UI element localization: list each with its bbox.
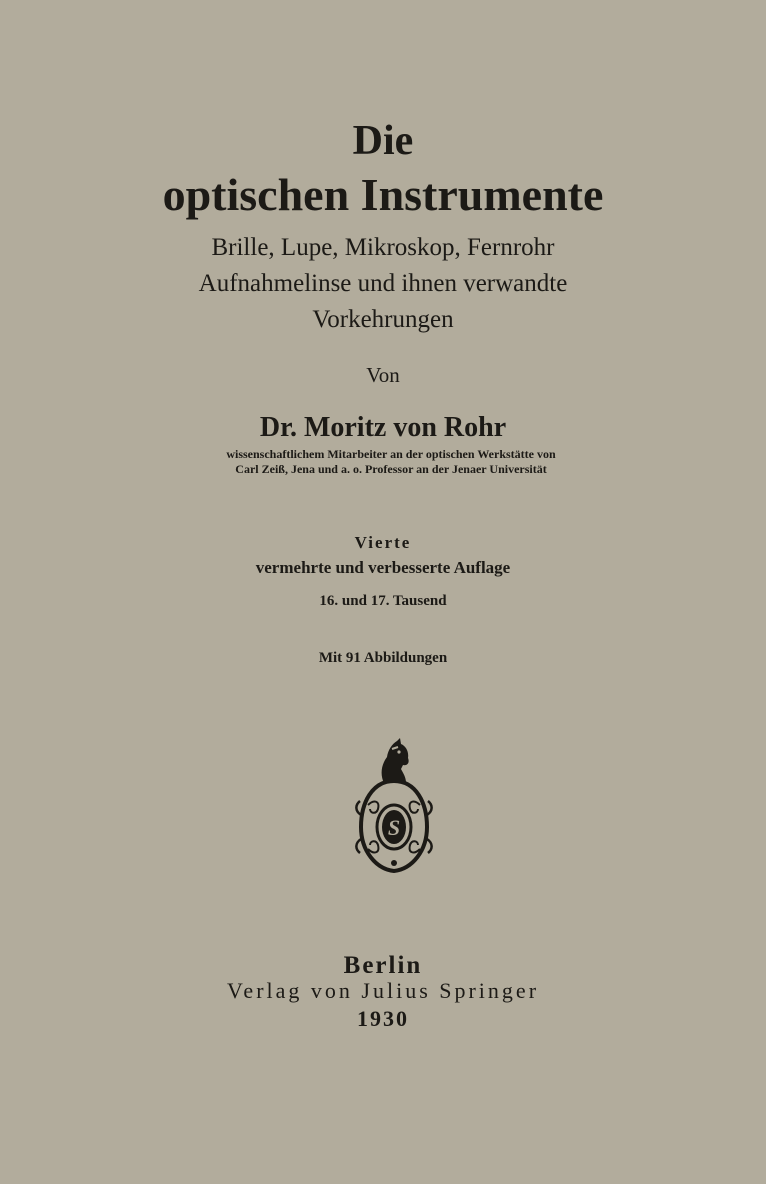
author-name: Dr. Moritz von Rohr [259,412,507,443]
subtitle-line-3: Vorkehrungen [312,306,454,333]
imprint-city: Berlin [343,952,423,979]
emblem-initial: S [387,815,401,840]
illustrations-note: Mit 91 Abbildungen [318,650,448,666]
author-affiliation-line-1: wissenschaftlichem Mitarbeiter an der optischen Werkstätte von [226,447,556,461]
title-line-2: optischen Instrumente [162,169,604,220]
springer-knight-emblem-icon [354,735,434,875]
by-label: Von [366,363,400,387]
imprint-year: 1930 [357,1006,409,1031]
title-line-1: Die [352,118,414,164]
author-affiliation-line-2: Carl Zeiß, Jena und a. o. Professor an der Jenaer Universität [235,462,547,476]
edition-line-2: vermehrte und verbesserte Auflage [255,558,511,577]
imprint-publisher: Verlag von Julius Springer [226,978,540,1003]
subtitle-line-1: Brille, Lupe, Mikroskop, Fernrohr [211,234,555,261]
subtitle-line-2: Aufnahmelinse und ihnen verwandte [198,270,568,297]
edition-line-3: 16. und 17. Tausend [319,593,447,609]
edition-line-1: Vierte [354,533,412,552]
